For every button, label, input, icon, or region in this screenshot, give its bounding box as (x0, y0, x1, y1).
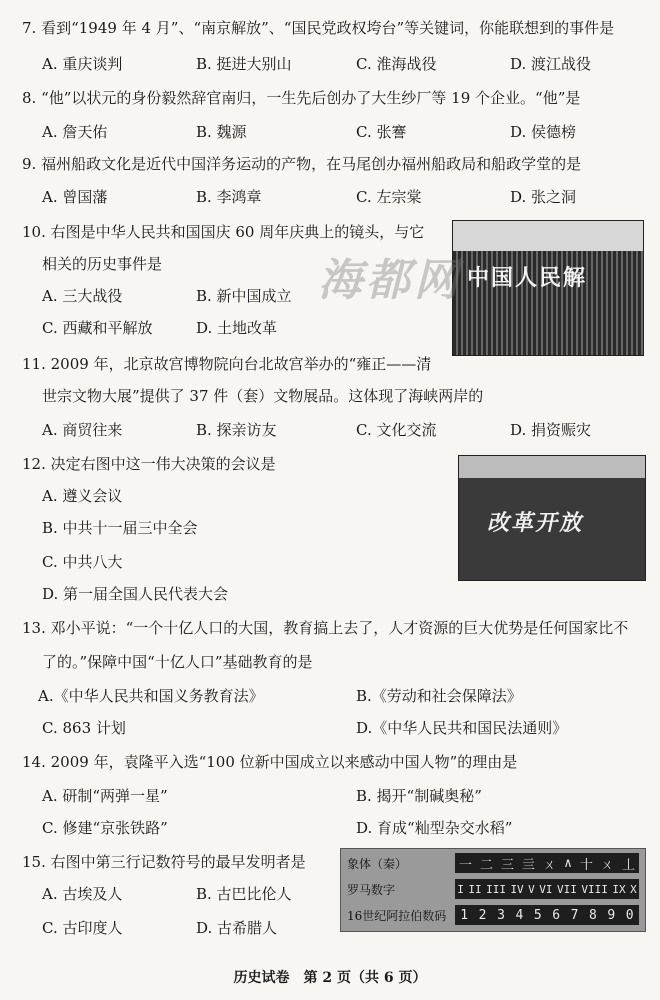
arabic-glyph: 4 (515, 907, 524, 923)
numeral-row-qin-glyphs (455, 853, 639, 873)
arabic-glyph: 7 (570, 907, 579, 923)
question-7-stem: 7. 看到“1949 年 4 月”、“南京解放”、“国民党政权垮台”等关键词，你能联想到的事件是 (22, 19, 615, 37)
page-footer: 历史试卷 第 2 页（共 6 页） (233, 970, 427, 986)
question-8-option-c: C. 张謇 (356, 123, 407, 141)
question-9-option-d: D. 张之洞 (510, 188, 577, 206)
roman-glyph: VIII (581, 882, 608, 896)
roman-glyph: IV (510, 882, 524, 896)
reform-banner-text: 改革开放 (485, 511, 588, 536)
question-11-option-a: A. 商贸往来 (42, 421, 123, 439)
parade-photo-sky (453, 221, 643, 251)
qin-glyph: 二 (480, 857, 494, 873)
arabic-glyph: 9 (607, 907, 616, 923)
question-8-option-b: B. 魏源 (196, 123, 247, 141)
roman-glyph: I (457, 882, 464, 896)
arabic-glyph: 5 (533, 907, 542, 923)
question-11-option-b: B. 探亲访友 (196, 421, 277, 439)
question-10-stem-line2: 相关的历史事件是 (42, 255, 163, 273)
arabic-glyph: 8 (589, 907, 597, 923)
question-9-option-a: A. 曾国藩 (42, 188, 108, 206)
question-13-stem-line2: 了的。”保障中国“十亿人口”基础教育的是 (42, 653, 313, 671)
roman-glyph: X (630, 882, 637, 896)
question-12-stem: 12. 决定右图中这一伟大决策的会议是 (22, 455, 276, 473)
question-11-option-d: D. 捐资赈灾 (510, 421, 592, 439)
question-15-option-c: C. 古印度人 (42, 919, 123, 937)
question-12-option-a: A. 遵义会议 (42, 487, 123, 505)
arabic-glyph: 1 (460, 907, 469, 923)
question-9-stem: 9. 福州船政文化是近代中国洋务运动的产物，在马尾创办福州船政局和船政学堂的是 (22, 155, 582, 173)
question-12-option-d: D. 第一届全国人民代表大会 (42, 585, 229, 603)
arabic-glyph: 0 (625, 907, 634, 923)
qin-glyph: 丄 (621, 857, 635, 873)
roman-glyph: III (486, 882, 506, 896)
question-15-option-b: B. 古巴比伦人 (196, 885, 292, 903)
question-14-option-b: B. 揭开“制碱奥秘” (356, 787, 482, 805)
arabic-glyph: 3 (497, 907, 505, 923)
question-13-option-c: C. 863 计划 (42, 719, 126, 737)
question-10-stem-line1: 10. 右图是中华人民共和国国庆 60 周年庆典上的镜头，与它 (22, 223, 425, 241)
question-13-option-a: A.《中华人民共和国义务教育法》 (38, 687, 264, 705)
question-13-stem-line1: 13. 邓小平说：“一个十亿人口的大国，教育搞上去了，人才资源的巨大优势是任何国家比不 (22, 619, 629, 637)
question-14-option-d: D. 育成“籼型杂交水稻” (356, 819, 513, 837)
question-12-option-b: B. 中共十一届三中全会 (42, 519, 198, 537)
question-10-option-b: B. 新中国成立 (196, 287, 292, 305)
roman-glyph: VI (539, 882, 553, 896)
question-13-option-d: D.《中华人民共和国民法通则》 (356, 719, 568, 737)
arabic-glyph: 6 (552, 907, 561, 923)
question-10-option-d: D. 土地改革 (196, 319, 278, 337)
question-12-option-c: C. 中共八大 (42, 553, 123, 571)
question-7-option-d: D. 渡江战役 (510, 55, 592, 73)
question-8-option-d: D. 侯德榜 (510, 123, 577, 141)
question-9-option-c: C. 左宗棠 (356, 188, 422, 206)
question-8-option-a: A. 詹天佑 (42, 123, 108, 141)
numeral-row-label-roman: 罗马数字 (347, 883, 396, 897)
numeral-row-roman-glyphs (455, 879, 639, 899)
question-7-option-a: A. 重庆谈判 (42, 55, 123, 73)
reform-photo (458, 455, 646, 581)
roman-glyph: V (528, 882, 535, 896)
roman-glyph: VII (557, 882, 577, 896)
parade-banner-text: 中国人民解 (467, 266, 588, 291)
question-11-stem-line2: 世宗文物大展”提供了 37 件（套）文物展品。这体现了海峡两岸的 (42, 387, 484, 405)
roman-glyph: IX (612, 882, 626, 896)
question-15-option-d: D. 古希腊人 (196, 919, 278, 937)
question-14-option-c: C. 修建“京张铁路” (42, 819, 168, 837)
numeral-systems-figure (340, 848, 646, 932)
numeral-row-label-arabic: 16世纪阿拉伯数码 (347, 909, 447, 923)
question-15-option-a: A. 古埃及人 (42, 885, 123, 903)
question-11-option-c: C. 文化交流 (356, 421, 437, 439)
roman-glyph: II (468, 882, 482, 896)
qin-glyph: 一 (459, 857, 473, 873)
parade-photo (452, 220, 644, 356)
qin-glyph: 三 (501, 857, 515, 873)
qin-glyph: ∧ (564, 855, 572, 871)
watermark-logo: 海都网 (318, 255, 462, 306)
qin-glyph: ㄨ (543, 857, 557, 873)
question-14-stem: 14. 2009 年，袁隆平入选“100 位新中国成立以来感动中国人物”的理由是 (22, 753, 518, 771)
question-10-option-a: A. 三大战役 (42, 287, 123, 305)
qin-glyph: 十 (579, 857, 593, 873)
qin-glyph: 亖 (522, 857, 536, 873)
reform-photo-sky (459, 456, 645, 478)
question-11-stem-line1: 11. 2009 年，北京故宫博物院向台北故宫举办的“雍正——清 (22, 355, 432, 373)
question-13-option-b: B.《劳动和社会保障法》 (356, 687, 522, 705)
numeral-row-arabic-glyphs (455, 905, 639, 925)
question-7-option-b: B. 挺进大别山 (196, 55, 292, 73)
question-15-stem: 15. 右图中第三行记数符号的最早发明者是 (22, 853, 306, 871)
question-9-option-b: B. 李鸿章 (196, 188, 262, 206)
question-10-option-c: C. 西藏和平解放 (42, 319, 153, 337)
arabic-glyph: 2 (478, 907, 487, 923)
qin-glyph: ㄨ (600, 857, 614, 873)
question-7-option-c: C. 淮海战役 (356, 55, 437, 73)
question-8-stem: 8. “他”以状元的身份毅然辞官南归，一生先后创办了大生纱厂等 19 个企业。“他”是 (22, 89, 581, 107)
question-14-option-a: A. 研制“两弹一星” (42, 787, 168, 805)
numeral-row-label-qin: 象体（秦） (347, 857, 408, 871)
